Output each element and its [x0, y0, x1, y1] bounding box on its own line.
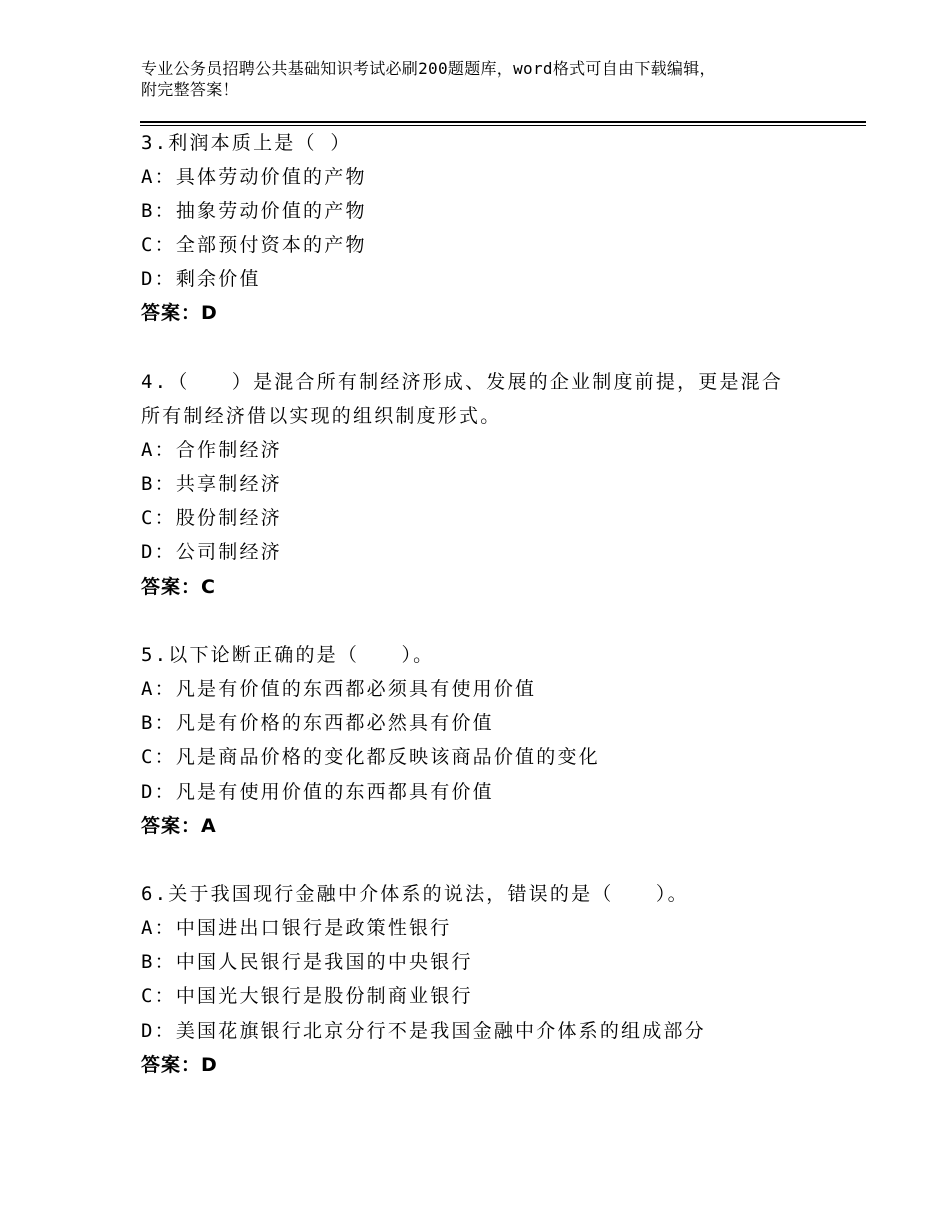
question-5-answer: 答案：A [141, 815, 217, 837]
question-4-answer: 答案：C [141, 576, 216, 598]
question-6-option-a: A：中国进出口银行是政策性银行 [141, 917, 452, 939]
question-3-stem: 3.利润本质上是（ ） [141, 132, 352, 154]
question-6-option-c: C：中国光大银行是股份制商业银行 [141, 985, 473, 1007]
question-4-option-d: D：公司制经济 [141, 541, 282, 563]
question-6-stem: 6.关于我国现行金融中介体系的说法，错误的是（ ）。 [141, 883, 689, 905]
question-5-option-a: A：凡是有价值的东西都必须具有使用价值 [141, 678, 537, 700]
question-4-option-a: A：合作制经济 [141, 439, 282, 461]
question-3-answer: 答案：D [141, 302, 218, 324]
header-line-1: 专业公务员招聘公共基础知识考试必刷200题题库，word格式可自由下载编辑， [141, 59, 716, 78]
header-divider-top [140, 121, 866, 123]
header-divider-bottom [140, 125, 866, 126]
question-4-stem-line-1: 4.（ ）是混合所有制经济形成、发展的企业制度前提，更是混合 [141, 371, 784, 393]
question-5-option-d: D：凡是有使用价值的东西都具有价值 [141, 781, 494, 803]
question-3-option-d: D：剩余价值 [141, 268, 261, 290]
question-3-option-c: C：全部预付资本的产物 [141, 234, 367, 256]
question-4-option-c: C：股份制经济 [141, 507, 282, 529]
question-5-option-c: C：凡是商品价格的变化都反映该商品价值的变化 [141, 746, 600, 768]
question-6-answer: 答案：D [141, 1054, 218, 1076]
question-6-option-b: B：中国人民银行是我国的中央银行 [141, 951, 473, 973]
question-5-option-b: B：凡是有价格的东西都必然具有价值 [141, 712, 494, 734]
question-6-option-d: D：美国花旗银行北京分行不是我国金融中介体系的组成部分 [141, 1020, 706, 1042]
question-3-option-a: A：具体劳动价值的产物 [141, 166, 367, 188]
question-5-stem: 5.以下论断正确的是（ ）。 [141, 644, 435, 666]
document-header [141, 58, 801, 100]
header-line-2: 附完整答案！ [141, 80, 239, 99]
question-4-option-b: B：共享制经济 [141, 473, 282, 495]
question-3-option-b: B：抽象劳动价值的产物 [141, 200, 367, 222]
question-4-stem-line-2: 所有制经济借以实现的组织制度形式。 [141, 405, 502, 427]
